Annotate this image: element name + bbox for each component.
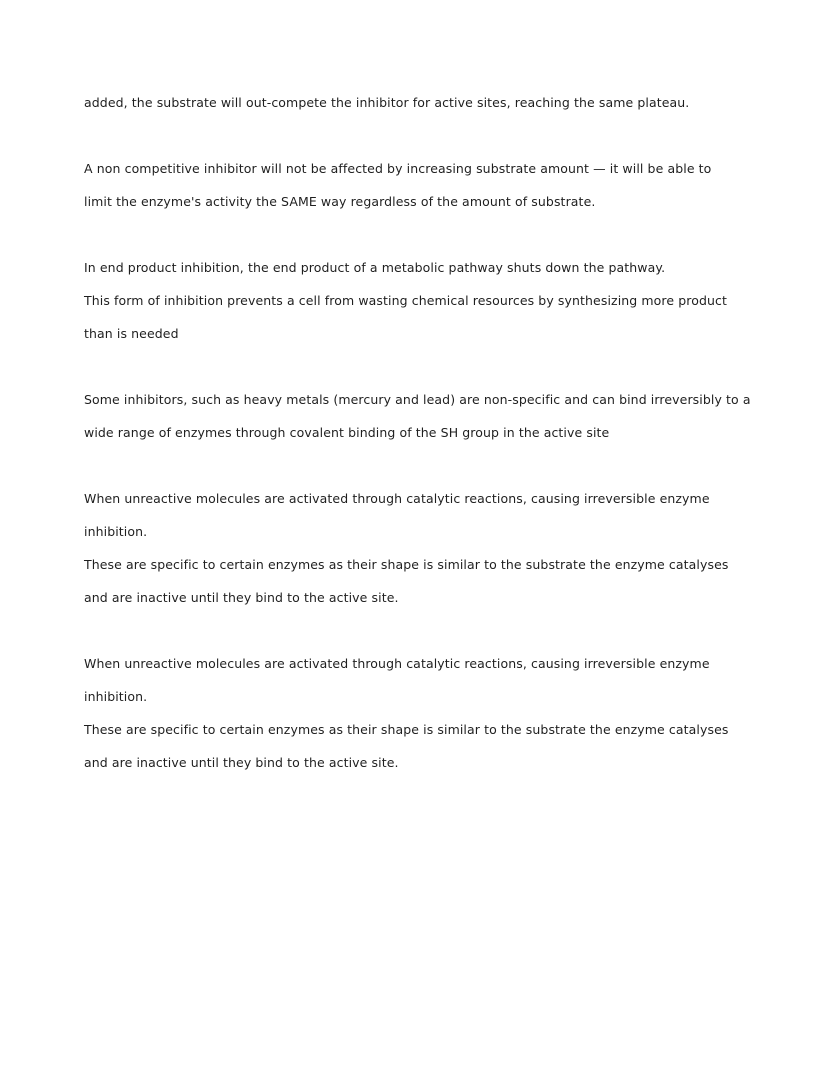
- text-line: When unreactive molecules are activated through catalytic reactions, causing irreversible enzyme: [84, 656, 710, 671]
- paragraph: [84, 251, 784, 350]
- text-line: These are specific to certain enzymes as their shape is similar to the substrate the enzyme catalyses: [84, 557, 729, 572]
- text-line: limit the enzyme's activity the SAME way regardless of the amount of substrate.: [84, 194, 596, 209]
- text-line: than is needed: [84, 326, 179, 341]
- text-line: and are inactive until they bind to the active site.: [84, 755, 399, 770]
- paragraph: [84, 152, 784, 218]
- text-line: added, the substrate will out-compete the inhibitor for active sites, reaching the same plateau.: [84, 95, 690, 110]
- text-line: In end product inhibition, the end product of a metabolic pathway shuts down the pathway.: [84, 260, 666, 275]
- text-line: wide range of enzymes through covalent binding of the SH group in the active site: [84, 425, 610, 440]
- text-line: When unreactive molecules are activated through catalytic reactions, causing irreversible enzyme: [84, 491, 710, 506]
- text-line: inhibition.: [84, 689, 148, 704]
- document-text-content: [84, 86, 784, 779]
- paragraph: [84, 86, 784, 119]
- text-line: inhibition.: [84, 524, 148, 539]
- paragraph: [84, 647, 784, 779]
- text-line: Some inhibitors, such as heavy metals (mercury and lead) are non-specific and can bind irreversibly to a: [84, 392, 751, 407]
- text-line: A non competitive inhibitor will not be affected by increasing substrate amount — it will be able to: [84, 161, 712, 176]
- paragraph: [84, 383, 784, 449]
- text-line: This form of inhibition prevents a cell from wasting chemical resources by synthesizing more product: [84, 293, 728, 308]
- paragraph: [84, 482, 784, 614]
- text-line: These are specific to certain enzymes as their shape is similar to the substrate the enzyme catalyses: [84, 722, 729, 737]
- text-line: and are inactive until they bind to the active site.: [84, 590, 399, 605]
